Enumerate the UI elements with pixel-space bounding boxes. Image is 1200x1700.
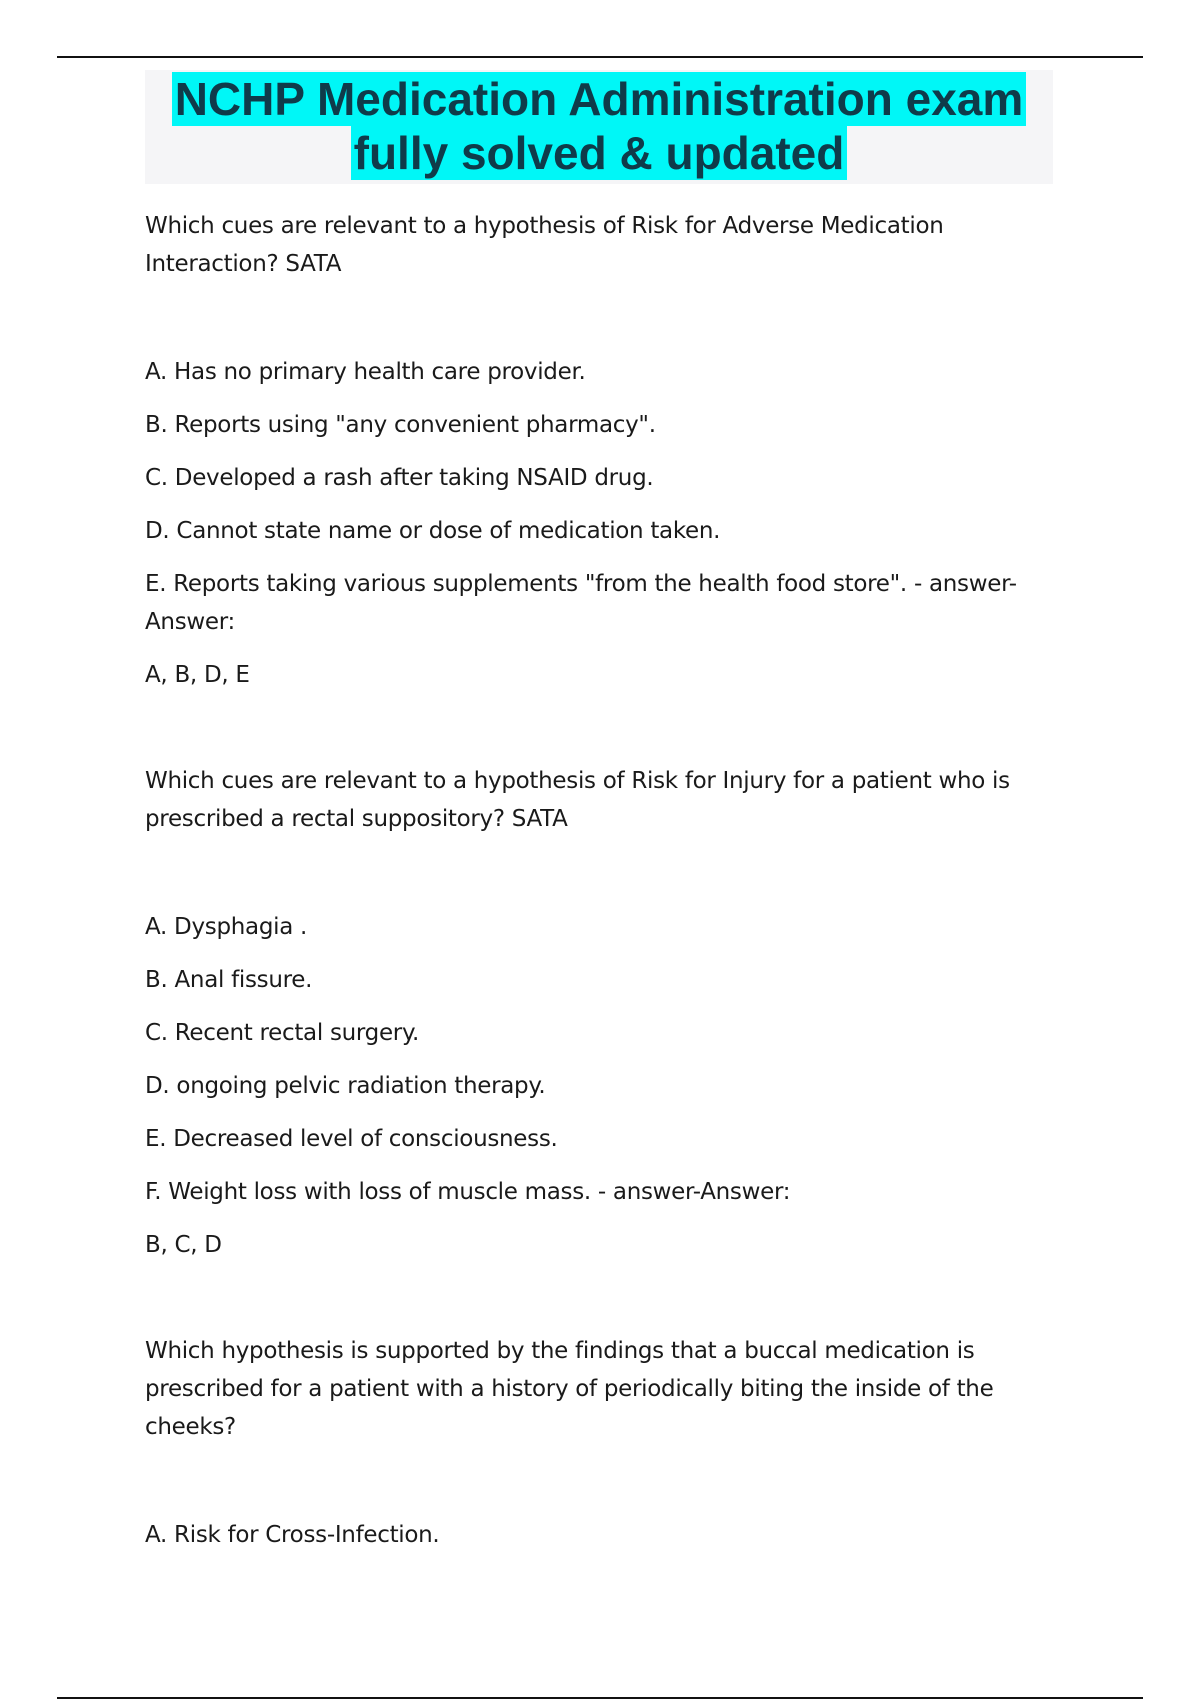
question-block-1 — [145, 207, 1055, 694]
option-b: B. Reports using "any convenient pharmacy". — [145, 412, 656, 438]
answer-value: A, B, D, E — [145, 662, 250, 688]
question-text: Which cues are relevant to a hypothesis of Risk for Injury for a patient who is prescribed a rectal suppository? SATA — [145, 768, 1010, 832]
option-c: C. Developed a rash after taking NSAID drug. — [145, 465, 654, 491]
title-line-2: fully solved & updated — [351, 126, 848, 180]
document-title — [145, 70, 1053, 184]
option-e: E. Decreased level of consciousness. — [145, 1126, 558, 1152]
document-body — [145, 207, 1055, 1569]
option-c: C. Recent rectal surgery. — [145, 1020, 420, 1046]
question-text: Which cues are relevant to a hypothesis of Risk for Adverse Medication Interaction? SATA — [145, 213, 944, 277]
title-line-1: NCHP Medication Administration exam — [172, 72, 1027, 126]
option-f: F. Weight loss with loss of muscle mass. - answer-Answer: — [145, 1179, 791, 1205]
question-block-3 — [145, 1332, 1055, 1554]
option-d: D. ongoing pelvic radiation therapy. — [145, 1073, 546, 1099]
question-block-2 — [145, 762, 1055, 1264]
option-a: A. Risk for Cross-Infection. — [145, 1522, 440, 1548]
option-a: A. Has no primary health care provider. — [145, 359, 586, 385]
top-rule — [57, 56, 1143, 58]
answer-value: B, C, D — [145, 1232, 222, 1258]
option-e: E. Reports taking various supplements "from the health food store". - answer-Answer: — [145, 571, 1017, 635]
option-a: A. Dysphagia . — [145, 914, 308, 940]
question-text: Which hypothesis is supported by the findings that a buccal medication is prescribed for a patient with a history of periodically biting the inside of the cheeks? — [145, 1338, 994, 1440]
option-d: D. Cannot state name or dose of medication taken. — [145, 518, 721, 544]
bottom-rule — [57, 1697, 1143, 1699]
option-b: B. Anal fissure. — [145, 967, 313, 993]
